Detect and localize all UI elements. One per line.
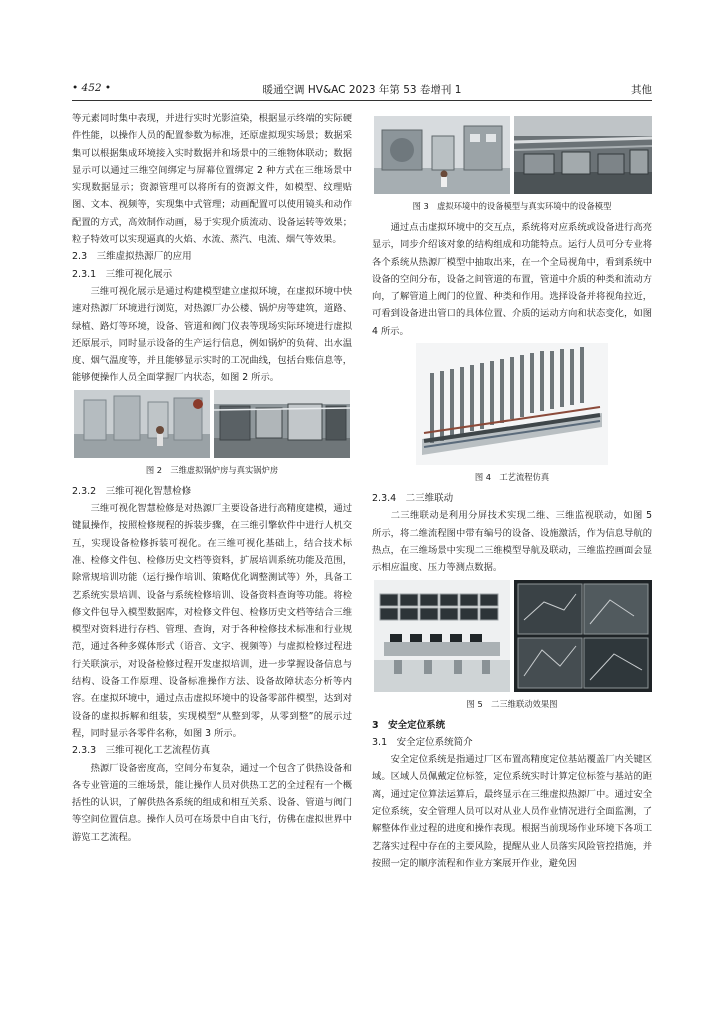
paragraph: 二三维联动是利用分屏技术实现二维、三维监视联动，如图 5 所示，将二维流程图中带有编号的设备、设施激活，作为信息导航的热点，在三维场景中实现二三维模型导航及联动，三维监控画面会显示相应温度、压力等测点数据。 xyxy=(372,510,652,574)
virtual-boiler-room-image xyxy=(74,390,210,458)
figure-5-caption: 图 5 二三维联动效果图 xyxy=(466,698,558,709)
section-heading-2-3-3: 2.3.3 三维可视化工艺流程仿真 xyxy=(72,745,211,757)
figure-3 xyxy=(372,116,652,213)
figure-3-caption: 图 3 虚拟环境中的设备模型与真实环境中的设备模型 xyxy=(412,201,612,211)
paragraph: 通过点击虚拟环境中的交互点，系统将对应系统或设备进行高亮显示，同步介绍该对象的结构组成和功能特点。运行人员可分专业将各个系统从热源厂模型中抽取出来，在一个全局视角中，看到系统中设备的空间分布，设备之间管道的布置，管道中介质的种类和流动方向，了解管道上阀门的位置、种类和作用。选择设备并将视角拉近，可看到设备进出管口的具体位置、介质的运动方向和状态变化，如图 4 所示。 xyxy=(372,222,652,337)
real-equipment-photo xyxy=(514,116,652,194)
section-heading-2-3-2: 2.3.2 三维可视化智慧检修 xyxy=(72,485,192,497)
real-boiler-room-photo xyxy=(214,390,350,458)
figure-4 xyxy=(372,343,652,484)
figure-4-caption: 图 4 工艺流程仿真 xyxy=(474,472,550,483)
paragraph: 三维可视化智慧检修是对热源厂主要设备进行高精度建模，通过键鼠操作，按照检修规程的拆装步骤，在三维引擎软件中进行人机交互，实现设备检修拆装可视化。在三维可视化基础上，结合技术标准、检修文件包、检修历史文档等资料，扩展培训系统功能及范围，除常规培训功能（运行操作培训、策略优化调整测试等）外，具备工艺系统实景培训、设备与系统检修培训、设备资料查询等功能。将检修文件包导入模型数据库，对检修文件包、检修历史文档等结合三维模型对资料进行存档、管理、查询，对于各种检修技术标准和行业规范，通过各种多媒体形式（语音、文字、视频等）与虚拟检修过程进行关联演示，对设备检修过程开发虚拟培训，进一步掌握设备信息与结构、设备工作原理、设备标准操作方法、设备故障状态分析等内容。在虚拟环境中，通过点击虚拟环境中的设备零部件模型，达到对设备的虚拟拆解和组装，实现模型“从整到零，从零到整”的展示过程，同时显示各零件名称，如图 3 所示。 xyxy=(72,503,352,739)
right-column xyxy=(372,116,652,872)
section-heading-2-3-1: 2.3.1 三维可视化展示 xyxy=(72,268,173,280)
virtual-equipment-model-image xyxy=(374,116,510,194)
figure-2 xyxy=(72,390,352,477)
section-heading-2-3-4: 2.3.4 二三维联动 xyxy=(372,493,454,505)
section-heading-3: 3 安全定位系统 xyxy=(372,719,446,731)
section-heading-3-1: 3.1 安全定位系统简介 xyxy=(372,736,473,748)
journal-title: 暖通空调 HV&AC 2023 年第 53 卷增刊 1 xyxy=(262,84,462,96)
figure-2-caption: 图 2 三维虚拟锅炉房与真实锅炉房 xyxy=(145,464,279,475)
monitoring-center-image xyxy=(374,580,510,692)
section-label: 其他 xyxy=(631,84,652,96)
section-heading-2-3: 2.3 三维虚拟热源厂的应用 xyxy=(72,251,192,263)
paragraph: 热源厂设备密度高，空间分布复杂，通过一个包含了供热设备和各专业管道的三维场景，能让操作人员对供热工艺的全过程有一个概括性的认识，了解供热各系统的组成和相互关系、设备、管道与阀门等空间位置信息。操作人员可在场景中自由飞行，仿佛在虚拟世界中游览工艺流程。 xyxy=(72,762,352,843)
process-flow-simulation-image xyxy=(416,343,608,465)
header-rule xyxy=(72,100,652,101)
figure-5 xyxy=(372,580,652,711)
page-number: • 452 • xyxy=(72,82,112,94)
paragraph: 安全定位系统是指通过厂区布置高精度定位基站覆盖厂内关键区域。区域人员佩戴定位标签，定位系统实时计算定位标签与基站的距离，通过定位算法运算后，最终显示在三维虚拟热源厂中。通过安全定位系统，安全管理人员可以对从业人员作业情况进行全面监测，了解整体作业过程的进度和操作表现。根据当前现场作业环境下各项工艺落实过程中存在的主要风险，提醒从业人员落实风险管控措施，并按照一定的顺序流程和作业方案展开作业，避免因 xyxy=(372,754,652,869)
left-column xyxy=(72,110,352,846)
two-three-dimensional-linkage-screen-image xyxy=(514,580,652,692)
paragraph: 等元素同时集中表现，并进行实时光影渲染，根据显示终端的实际硬件性能，以操作人员的配置参数为标准，还原虚拟现实场景；数据采集可以根据集成环境接入实时数据并和场景中的三维物体联动；数据显示可以通过三维空间绑定与屏幕位置绑定 2 种方式在三维场景中实现数据显示；资源管理可以将所有的资源文件，如模型、纹理贴图、文本、视频等，实现集中式管理；动画配置可以使用镜头和动作配置的方式，高效制作动画，易于实现介质流动、设备运转等效果；粒子特效可以实现逼真的火焰、水流、蒸汽、电流、烟气等效果。 xyxy=(72,113,352,246)
running-header xyxy=(72,82,652,98)
paragraph: 三维可视化展示是通过构建模型建立虚拟环境，在虚拟环境中快速对热源厂环境进行浏览，对热源厂办公楼、锅炉房等建筑，道路、绿植、路灯等环境，设备、管道和阀门仪表等现场实际环境进行虚拟还原展示，同时显示设备的生产运行信息，例如锅炉的负荷、出水温度、烟气温度等，并且能够显示实时的工况曲线，包括台账信息等，能够便操作人员全面掌握厂内状态，如图 2 所示。 xyxy=(72,285,352,384)
